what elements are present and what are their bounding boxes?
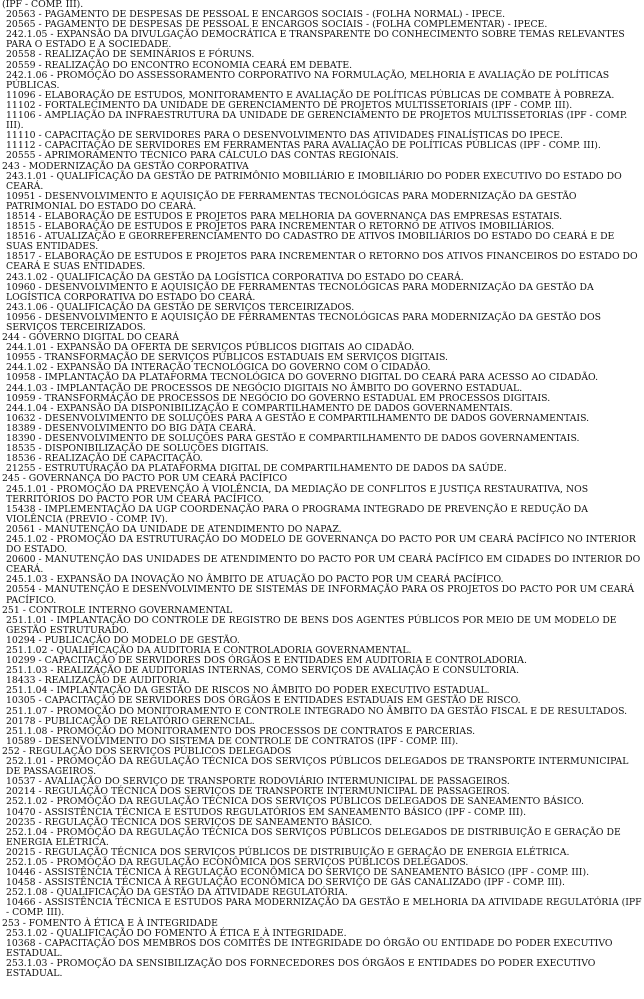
document-line: 10632 - DESENVOLVIMENTO DE SOLUÇÕES PARA A GESTÃO E COMPARTILHAMENTO DE DADOS GOVERNAMENTAIS.	[6, 412, 590, 424]
program-heading: 251 - CONTROLE INTERNO GOVERNAMENTAL	[2, 604, 233, 616]
document-line: 20235 - REGULAÇÃO TÉCNICA DOS SERVIÇOS DE SANEAMENTO BÁSICO.	[6, 816, 373, 828]
document-line: 10958 - IMPLANTAÇÃO DA PLATAFORMA TECNOLÓGICA DO GOVERNO DIGITAL DO CEARÁ PARA ACESSO AO CIDADÃO.	[6, 372, 599, 384]
document-line: 20559 - REALIZAÇÃO DO ENCONTRO ECONOMIA CEARÁ EM DEBATE.	[6, 59, 353, 71]
document-line: 21255 - ESTRUTURAÇÃO DA PLATAFORMA DIGITAL DE COMPARTILHAMENTO DE DADOS DA SAÚDE.	[6, 463, 507, 475]
document-line: 251.1.04 - IMPLANTAÇÃO DA GESTÃO DE RISCOS NO ÂMBITO DO PODER EXECUTIVO ESTADUAL.	[6, 685, 490, 697]
document-line: 245.1.02 - PROMOÇÃO DA ESTRUTURAÇÃO DO MODELO DE GOVERNANÇA DO PACTO POR UM CEARÁ PACÍFICO NO INTERIOR DO ESTADO.	[6, 533, 636, 556]
document-line: 11106 - AMPLIAÇÃO DA INFRAESTRUTURA DA UNIDADE DE GERENCIAMENTO DE PROJETOS MULTISSETORIAS (IPF - COMP. III).	[6, 110, 628, 132]
document-line: 245.1.01 - PROMOÇÃO DA PREVENÇÃO À VIOLÊNCIA, DA MEDIAÇÃO DE CONFLITOS E JUSTIÇA RESTAURATIVA, NOS TERRITÓRIOS DO PACTO POR UM CEARÁ PACÍFICO.	[6, 483, 589, 505]
document-line: 252.1.08 - QUALIFICAÇÃO DA GESTÃO DA ATIVIDADE REGULATÓRIA.	[6, 887, 348, 899]
document-line: 11110 - CAPACITAÇÃO DE SERVIDORES PARA O DESENVOLVIMENTO DAS ATIVIDADES FINALÍSTICAS DO IPECE.	[6, 130, 563, 142]
document-line: 252.1.05 - PROMOÇÃO DA REGULAÇÃO ECONÔMICA DOS SERVIÇOS PÚBLICOS DELEGADOS.	[6, 856, 469, 868]
document-line: 18433 - REALIZAÇÃO DE AUDITORIA.	[6, 675, 190, 687]
document-line: 18514 - ELABORAÇÃO DE ESTUDOS E PROJETOS PARA MELHORIA DA GOVERNANÇA DAS EMPRESAS ESTATAIS.	[6, 210, 563, 222]
document-line: 20178 - PUBLICAÇÃO DE RELATÓRIO GERENCIAL.	[6, 715, 255, 727]
document-line: 10305 - CAPACITAÇÃO DE SERVIDORES DOS ÓRGÃOS E ENTIDADES ESTADUAIS EM GESTÃO DE RISCO.	[6, 695, 521, 707]
document-line: 18535 - DISPONIBILIZAÇÃO DE SOLUÇÕES DIGITAIS.	[6, 443, 269, 455]
document-line: 10960 - DESENVOLVIMENTO E AQUISIÇÃO DE FERRAMENTAS TECNOLÓGICAS PARA MODERNIZAÇÃO DA GESTÃO DA LOGÍSTICA CORPORATIVA DO ESTADO DO CEARÁ.	[6, 281, 594, 303]
document-line: 10299 - CAPACITAÇÃO DE SERVIDORES DOS ÓRGÃOS E ENTIDADES EM AUDITORIA E CONTROLADORIA.	[6, 655, 527, 667]
document-line: 244.1.02 - EXPANSÃO DA INTERAÇÃO TECNOLÓGICA DO GOVERNO COM O CIDADÃO.	[6, 362, 431, 374]
document-line: 20558 - REALIZAÇÃO DE SEMINÁRIOS E FÓRUNS.	[6, 49, 255, 61]
document-line: 10470 - ASSISTÊNCIA TÉCNICA E ESTUDOS REGULATÓRIOS EM SANEAMENTO BÁSICO (IPF - COMP. III).	[6, 806, 527, 818]
document-line: 10955 - TRANSFORMAÇÃO DE SERVIÇOS PÚBLICOS ESTADUAIS EM SERVIÇOS DIGITAIS.	[6, 352, 448, 364]
program-heading: 252 - REGULAÇÃO DOS SERVIÇOS PÚBLICOS DELEGADOS	[2, 745, 292, 757]
document-line: 10959 - TRANSFORMAÇÃO DE PROCESSOS DE NEGÓCIO DO GOVERNO ESTADUAL EM PROCESSOS DIGITAIS.	[6, 392, 551, 404]
document-line: 253.1.02 - QUALIFICAÇÃO DO FOMENTO À ÉTICA E À INTEGRIDADE.	[6, 927, 347, 939]
program-heading: 245 - GOVERNANÇA DO PACTO POR UM CEARÁ PACÍFICO	[2, 473, 288, 485]
document-line: 10537 - AVALIAÇÃO DO SERVIÇO DE TRANSPORTE RODOVIÁRIO INTERMUNICIPAL DE PASSAGEIROS.	[6, 776, 510, 788]
document-line: 243.1.06 - QUALIFICAÇÃO DA GESTÃO DE SERVIÇOS TERCEIRIZADOS.	[6, 301, 355, 313]
document-line: 251.1.01 - IMPLANTAÇÃO DO CONTROLE DE REGISTRO DE BENS DOS AGENTES PÚBLICOS POR MEIO DE UM MODELO DE GESTÃO ESTRUTURADO.	[6, 614, 617, 636]
document-line: 10956 - DESENVOLVIMENTO E AQUISIÇÃO DE FERRAMENTAS TECNOLÓGICAS PARA MODERNIZAÇÃO DA GESTÃO DOS SERVIÇOS TERCEIRIZADOS.	[6, 311, 601, 333]
document-line: 251.1.02 - QUALIFICAÇÃO DA AUDITORIA E CONTROLADORIA GOVERNAMENTAL.	[6, 645, 412, 656]
document-line: 244.1.04 - EXPANSÃO DA DISPONIBILIZAÇÃO E COMPARTILHAMENTO DE DADOS GOVERNAMENTAIS.	[6, 402, 513, 414]
document-line: 20563 - PAGAMENTO DE DESPESAS DE PESSOAL E ENCARGOS SOCIAIS - (FOLHA NORMAL) - IPECE.	[6, 9, 506, 21]
document-line: 18517 - ELABORAÇÃO DE ESTUDOS E PROJETOS PARA INCREMENTAR O RETORNO DOS ATIVOS FINANCEIROS DO ESTADO DO CEARÁ E SUAS ENTIDADES.	[6, 251, 638, 273]
document-line: 10458 - ASSISTÊNCIA TÉCNICA À REGULAÇÃO ECONÔMICA DO SERVIÇO DE GÁS CANALIZADO (IPF - COMP. III).	[6, 877, 565, 889]
document-line: 244.1.01 - EXPANSÃO DA OFERTA DE SERVIÇOS PÚBLICOS DIGITAIS AO CIDADÃO.	[6, 342, 415, 354]
document-line: 251.1.03 - REALIZAÇÃO DE AUDITORIAS INTERNAS, COMO SERVIÇOS DE AVALIAÇÃO E CONSULTORIA.	[6, 665, 520, 677]
program-heading: 243 - MODERNIZAÇÃO DA GESTÃO CORPORATIVA	[2, 160, 249, 172]
program-heading: (IPF - COMP. III).	[2, 0, 84, 10]
program-heading: 244 - GOVERNO DIGITAL DO CEARÁ	[2, 332, 180, 344]
document-line: 20215 - REGULAÇÃO TÉCNICA DOS SERVIÇOS PÚBLICOS DE DISTRIBUIÇÃO E GERAÇÃO DE ENERGIA ELÉTRICA.	[6, 846, 570, 858]
document-line: 242.1.06 - PROMOÇÃO DO ASSESSORAMENTO CORPORATIVO NA FORMULAÇÃO, MELHORIA E AVALIAÇÃO DE POLÍTICAS PÚBLICAS.	[6, 69, 610, 91]
document-line: 10466 - ASSISTÊNCIA TÉCNICA E ESTUDOS PARA MODERNIZAÇÃO DA GESTÃO E MELHORIA DA ATIVIDADE REGULATÓRIA (IPF - COMP. III).	[6, 897, 642, 919]
document-line: 15438 - IMPLEMENTAÇÃO DA UGP COORDENAÇÃO PARA O PROGRAMA INTEGRADO DE PREVENÇÃO E REDUÇÃO DA VIOLÊNCIA (PREVIO - COMP. IV).	[6, 503, 588, 525]
document-line: 251.1.07 - PROMOÇÃO DO MONITORAMENTO E CONTROLE INTEGRADO NO ÂMBITO DA GESTÃO FISCAL E DE RESULTADOS.	[6, 705, 628, 717]
document-line: 242.1.05 - EXPANSÃO DA DIVULGAÇÃO DEMOCRÁTICA E TRANSPARENTE DO CONHECIMENTO SOBRE TEMAS RELEVANTES PARA O ESTADO E A SOCIEDADE.	[6, 29, 625, 51]
document-line: 20565 - PAGAMENTO DE DESPESAS DE PESSOAL E ENCARGOS SOCIAIS - (FOLHA COMPLEMENTAR) - IPECE.	[6, 19, 548, 31]
document-line: 20561 - MANUTENÇÃO DA UNIDADE DE ATENDIMENTO DO NAPAZ.	[6, 523, 342, 535]
document-line: 11102 - FORTALECIMENTO DA UNIDADE DE GERENCIAMENTO DE PROJETOS MULTISSETORIAIS (IPF - COMP. III).	[6, 99, 573, 111]
document-line: 18515 - ELABORAÇÃO DE ESTUDOS E PROJETOS PARA INCREMENTAR O RETORNO DE ATIVOS IMOBILIÁRIOS.	[6, 221, 555, 233]
document-line: 252.1.04 - PROMOÇÃO DA REGULAÇÃO TÉCNICA DOS SERVIÇOS PÚBLICOS DELEGADOS DE DISTRIBUIÇÃO E GERAÇÃO DE ENERGIA ELÉTRICA.	[6, 826, 621, 848]
document-line: 243.1.02 - QUALIFICAÇÃO DA GESTÃO DA LOGÍSTICA CORPORATIVA DO ESTADO DO CEARÁ.	[6, 271, 464, 283]
document-line: 20554 - MANUTENÇÃO E DESENVOLVIMENTO DE SISTEMAS DE INFORMAÇÃO PARA OS PROJETOS DO PACTO POR UM CEARÁ PACÍFICO.	[6, 584, 635, 606]
document-line: 20600 - MANUTENÇÃO DAS UNIDADES DE ATENDIMENTO DO PACTO POR UM CEARÁ PACÍFICO EM CIDADES DO INTERIOR DO CEARÁ.	[6, 554, 641, 576]
document-line: 20214 - REGULAÇÃO TÉCNICA DOS SERVIÇOS DE TRANSPORTE INTERMUNICIPAL DE PASSAGEIROS.	[6, 786, 510, 798]
document-line: 244.1.03 - IMPLANTAÇÃO DE PROCESSOS DE NEGÓCIO DIGITAIS NO ÂMBITO DO GOVERNO ESTADUAL.	[6, 382, 523, 394]
document-line: 11096 - ELABORAÇÃO DE ESTUDOS, MONITORAMENTO E AVALIAÇÃO DE POLÍTICAS PÚBLICAS DE COMBATE À POBREZA.	[6, 89, 615, 101]
document-line: 253.1.03 - PROMOÇÃO DA SENSIBILIZAÇÃO DOS FORNECEDORES DOS ÓRGÃOS E ENTIDADES DO PODER EXECUTIVO ESTADUAL.	[6, 957, 596, 979]
document-line: 10951 - DESENVOLVIMENTO E AQUISIÇÃO DE FERRAMENTAS TECNOLÓGICAS PARA MODERNIZAÇÃO DA GESTÃO PATRIMONIAL DO ESTADO DO CEARÁ.	[6, 190, 577, 212]
document-line: 18389 - DESENVOLVIMENTO DO BIG DATA CEARÁ.	[6, 422, 257, 434]
document-line: 18516 - ATUALIZAÇÃO E GEORREFERENCIAMENTO DO CADASTRO DE ATIVOS IMOBILIÁRIOS DO ESTADO DO CEARÁ E DE SUAS ENTIDADES.	[6, 231, 615, 253]
document-line: 20555 - APRIMORAMENTO TÉCNICO PARA CÁLCULO DAS CONTAS REGIONAIS.	[6, 150, 399, 162]
document-line: 251.1.08 - PROMOÇÃO DO MONITORAMENTO DOS PROCESSOS DE CONTRATOS E PARCERIAS.	[6, 725, 476, 737]
document-line: 10368 - CAPACITAÇÃO DOS MEMBROS DOS COMITÊS DE INTEGRIDADE DO ÓRGÃO OU ENTIDADE DO PODER EXECUTIVO ESTADUAL.	[6, 937, 613, 959]
program-heading: 253 - FOMENTO À ÉTICA E À INTEGRIDADE	[2, 917, 218, 929]
document-line: 245.1.03 - EXPANSÃO DA INOVAÇÃO NO ÂMBITO DE ATUAÇÃO DO PACTO POR UM CEARÁ PACÍFICO.	[6, 574, 504, 586]
document-line: 10294 - PUBLICAÇÃO DO MODELO DE GESTÃO.	[6, 634, 240, 646]
document-line: 252.1.01 - PROMOÇÃO DA REGULAÇÃO TÉCNICA DOS SERVIÇOS PÚBLICOS DELEGADOS DE TRANSPORTE INTERMUNICIPAL DE PASSAGEIROS.	[6, 756, 629, 778]
document-line: 252.1.02 - PROMOÇÃO DA REGULAÇÃO TÉCNICA DOS SERVIÇOS PÚBLICOS DELEGADOS DE SANEAMENTO BÁSICO.	[6, 796, 584, 808]
document-line: 11112 - CAPACITAÇÃO DE SERVIDORES EM FERRAMENTAS PARA AVALIAÇÃO DE POLÍTICAS PÚBLICAS (IPF - COMP. III).	[6, 140, 601, 152]
document-line: 18390 - DESENVOLVIMENTO DE SOLUÇÕES PARA GESTÃO E COMPARTILHAMENTO DE DADOS GOVERNAMENTAIS.	[6, 433, 580, 445]
document-line: 18536 - REALIZAÇÃO DE CAPACITAÇÃO.	[6, 453, 203, 465]
document-line: 10589 - DESENVOLVIMENTO DO SISTEMA DE CONTROLE DE CONTRATOS (IPF - COMP. III).	[6, 735, 459, 747]
document-line: 243.1.01 - QUALIFICAÇÃO DA GESTÃO DE PATRIMÔNIO MOBILIÁRIO E IMOBILIÁRIO DO PODER EXECUTIVO DO ESTADO DO CEARÁ.	[6, 170, 622, 192]
document-line: 10446 - ASSISTÊNCIA TÉCNICA À REGULAÇÃO ECONÔMICA DO SERVIÇO DE SANEAMENTO BÁSICO (IPF - COMP. III).	[6, 867, 590, 879]
